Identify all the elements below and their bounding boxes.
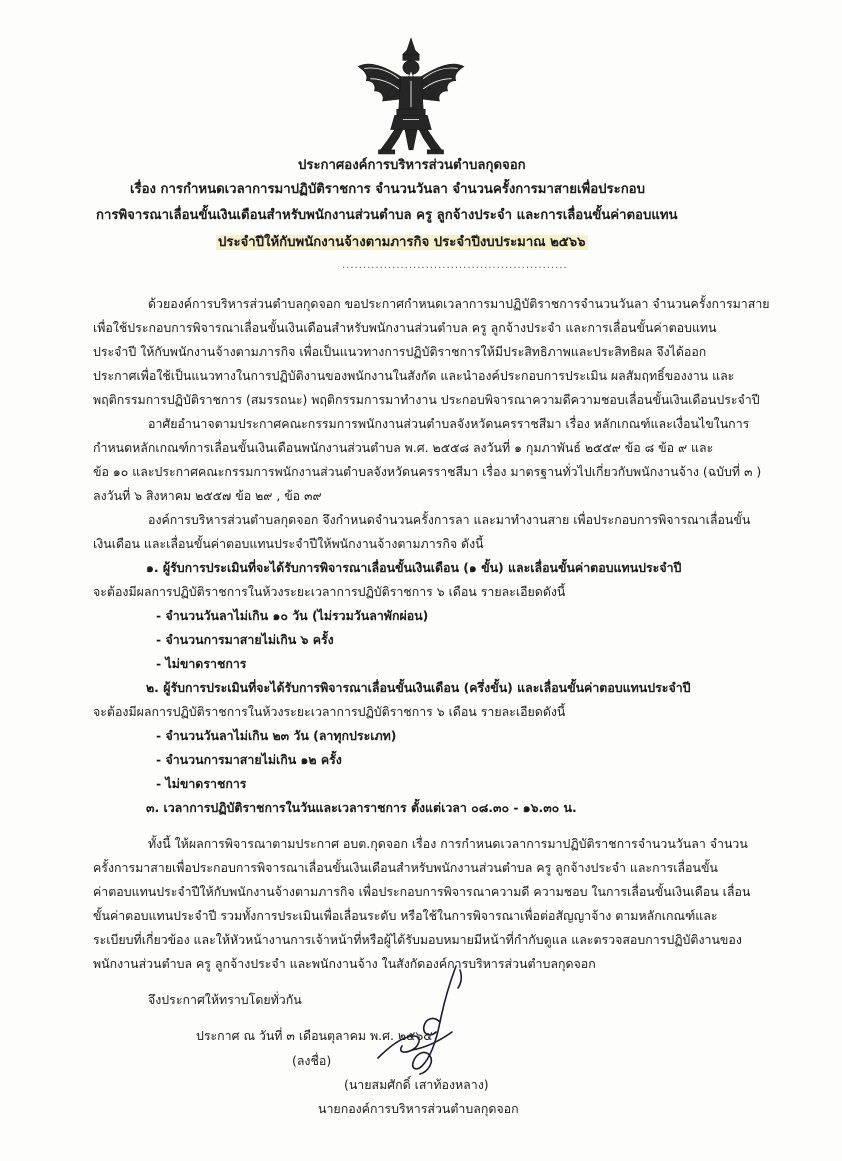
para4-line-1: ทั้งนี้ ให้ผลการพิจารณาตามประกาศ อบต.กุดจอก เรื่อง การกำหนดเวลาการมาปฏิบัติราชการจำนวนวันลา จำนวน bbox=[148, 836, 748, 851]
para2-line-1: อาศัยอำนาจตามประกาศคณะกรรมการพนักงานส่วนตำบลจังหวัดนครราชสีมา เรื่อง หลักเกณฑ์และเงื่อนไขในการ bbox=[148, 416, 750, 431]
handwritten-signature-icon bbox=[368, 962, 478, 1082]
item1-bullet-2: - จำนวนการมาสายไม่เกิน ๖ ครั้ง bbox=[156, 632, 334, 647]
garuda-emblem-icon bbox=[350, 36, 472, 158]
signer-position: นายกองค์การบริหารส่วนตำบลกุดจอก bbox=[318, 1101, 519, 1116]
closing-statement: จึงประกาศให้ทราบโดยทั่วกัน bbox=[148, 992, 302, 1007]
signed-label: (ลงชื่อ) bbox=[292, 1053, 332, 1068]
signer-name: (นายสมศักดิ์ เสาท้องหลาง) bbox=[344, 1077, 489, 1092]
item2-bullet-3: - ไม่ขาดราชการ bbox=[156, 776, 247, 791]
announcement-date: ประกาศ ณ วันที่ ๓ เดือนตุลาคม พ.ศ. ๒๕๖๕ bbox=[196, 1028, 433, 1043]
para1-line-4: ประกาศเพื่อใช้เป็นแนวทางในการปฏิบัติงานของพนักงานในสังกัด และนำองค์ประกอบการประเมิน ผลสัมฤทธิ์ของงาน และ bbox=[93, 368, 735, 383]
para2-line-4: ลงวันที่ ๖ สิงหาคม ๒๕๕๗ ข้อ ๒๙ , ข้อ ๓๙ bbox=[93, 488, 322, 503]
subject-line-2: การพิจารณาเลื่อนขั้นเงินเดือนสำหรับพนักงานส่วนตำบล ครู ลูกจ้างประจำ และการเลื่อนขั้นค่าตอบแทน bbox=[96, 208, 678, 223]
para1-line-2: เพื่อใช้ประกอบการพิจารณาเลื่อนขั้นเงินเดือนสำหรับพนักงานส่วนตำบล ครู ลูกจ้างประจำ และการเลื่อนขั้นค่าตอบแทน bbox=[93, 320, 717, 335]
subject-line-3: ประจำปีให้กับพนักงานจ้างตามภารกิจ ประจำปีงบประมาณ ๒๕๖๖ bbox=[218, 235, 586, 250]
item2-subheading: จะต้องมีผลการปฏิบัติราชการในห้วงระยะเวลาการปฏิบัติราชการ ๖ เดือน รายละเอียดดังนี้ bbox=[93, 704, 566, 719]
para1-line-5: พฤติกรรมการปฏิบัติราชการ (สมรรถนะ) พฤติกรรมการมาทำงาน ประกอบพิจารณาความดีความชอบเลื่อนขั้นเงินเดือนประจำปี bbox=[93, 392, 760, 407]
para1-line-1: ด้วยองค์การบริหารส่วนตำบลกุดจอก ขอประกาศกำหนดเวลาการมาปฏิบัติราชการจำนวนวันลา จำนวนครั้งการมาสาย bbox=[148, 296, 770, 311]
item2-bullet-2: - จำนวนการมาสายไม่เกิน ๑๒ ครั้ง bbox=[156, 752, 342, 767]
para3-line-1: องค์การบริหารส่วนตำบลกุดจอก จึงกำหนดจำนวนครั้งการลา และมาทำงานสาย เพื่อประกอบการพิจารณาเลื่อนขั้น bbox=[148, 512, 751, 527]
para4-line-5: ระเบียบที่เกี่ยวข้อง และให้หัวหน้างานการเจ้าหน้าที่หรือผู้ได้รับมอบหมายมีหน้าที่กำกับดูแล และตรวจสอบการปฏิบัติงานของ bbox=[93, 932, 742, 947]
para2-line-3: ข้อ ๑๐ และประกาศคณะกรรมการพนักงานส่วนตำบลจังหวัดนครราชสีมา เรื่อง มาตรฐานทั่วไปเกี่ยวกับพนักงานจ้าง (ฉบับที่ ๓ ) bbox=[93, 464, 762, 479]
para1-line-3: ประจำปี ให้กับพนักงานจ้างตามภารกิจ เพื่อเป็นแนวทางการปฏิบัติราชการให้มีประสิทธิภาพและประสิทธิผล จึงได้ออก bbox=[93, 344, 707, 359]
item1-subheading: จะต้องมีผลการปฏิบัติราชการในห้วงระยะเวลาการปฏิบัติราชการ ๖ เดือน รายละเอียดดังนี้ bbox=[93, 584, 566, 599]
para4-line-3: ค่าตอบแทนประจำปีให้กับพนักงานจ้างตามภารกิจ เพื่อประกอบการพิจารณาความดี ความชอบ ในการเลื่อนขั้นเงินเดือน เลื่อน bbox=[93, 884, 751, 899]
para2-line-2: กำหนดหลักเกณฑ์การเลื่อนขั้นเงินเดือนพนักงานส่วนตำบล พ.ศ. ๒๕๕๘ ลงวันที่ ๑ กุมภาพันธ์ ๒๕๕๙ ข้อ ๘ ข้อ ๙ และ bbox=[93, 440, 714, 455]
header-separator: ...................................................... bbox=[342, 260, 568, 271]
item3-working-hours: ๓. เวลาการปฏิบัติราชการในวันและเวลาราชการ ตั้งแต่เวลา ๐๘.๓๐ - ๑๖.๓๐ น. bbox=[146, 800, 577, 815]
subject-line-1: เรื่อง การกำหนดเวลาการมาปฏิบัติราชการ จำนวนวันลา จำนวนครั้งการมาสายเพื่อประกอบ bbox=[130, 182, 645, 197]
item2-heading: ๒. ผู้รับการประเมินที่จะได้รับการพิจารณาเลื่อนขั้นเงินเดือน (ครึ่งขั้น) และเลื่อนขั้นค่าตอบแทนประจำปี bbox=[146, 680, 691, 695]
announcer-title: ประกาศองค์การบริหารส่วนตำบลกุดจอก bbox=[298, 158, 526, 173]
item1-bullet-1: - จำนวนวันลาไม่เกิน ๑๐ วัน (ไม่รวมวันลาพักผ่อน) bbox=[156, 608, 429, 623]
para4-line-4: ขั้นค่าตอบแทนประจำปี รวมทั้งการประเมินเพื่อเลื่อนระดับ หรือใช้ในการพิจารณาเพื่อต่อสัญญาจ้าง ตามหลักเกณฑ์และ bbox=[93, 908, 718, 923]
item1-heading: ๑. ผู้รับการประเมินที่จะได้รับการพิจารณาเลื่อนขั้นเงินเดือน (๑ ขั้น) และเลื่อนขั้นค่าตอบแทนประจำปี bbox=[146, 560, 682, 575]
para3-line-2: เงินเดือน และเลื่อนขั้นค่าตอบแทนประจำปีให้พนักงานจ้างตามภารกิจ ดังนี้ bbox=[93, 536, 484, 551]
item2-bullet-1: - จำนวนวันลาไม่เกิน ๒๓ วัน (ลาทุกประเภท) bbox=[156, 728, 397, 743]
para4-line-6: พนักงานส่วนตำบล ครู ลูกจ้างประจำ และพนักงานจ้าง ในสังกัดองค์การบริหารส่วนตำบลกุดจอก bbox=[93, 956, 596, 971]
para4-line-2: ครั้งการมาสายเพื่อประกอบการพิจารณาเลื่อนขั้นเงินเดือนสำหรับพนักงานส่วนตำบล ครู ลูกจ้างประจำ และการเลื่อนขั้น bbox=[93, 860, 718, 875]
item1-bullet-3: - ไม่ขาดราชการ bbox=[156, 656, 247, 671]
